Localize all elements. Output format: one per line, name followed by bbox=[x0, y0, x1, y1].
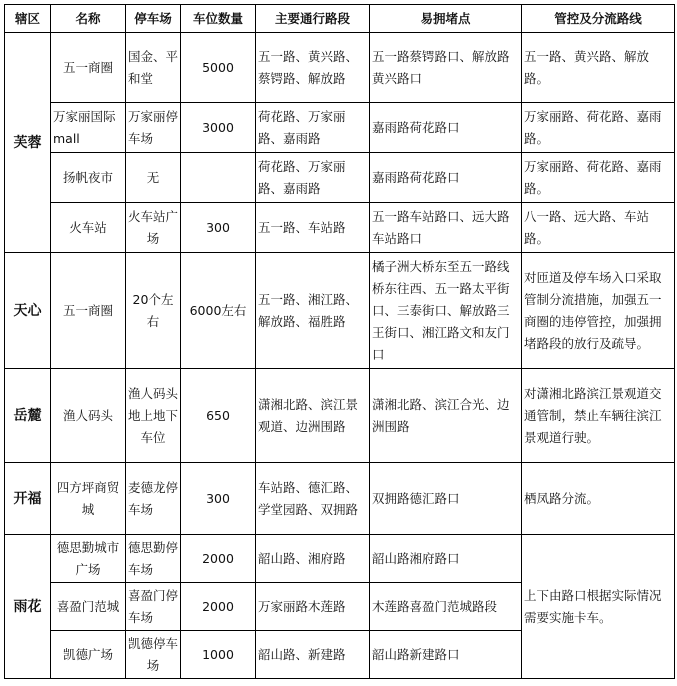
table-row bbox=[5, 103, 675, 153]
header-spaces: 车位数量 bbox=[181, 5, 256, 33]
spaces-cell: 650 bbox=[181, 369, 256, 463]
name-cell: 五一商圈 bbox=[51, 33, 126, 103]
spaces-cell: 300 bbox=[181, 463, 256, 535]
traffic-table bbox=[4, 4, 675, 679]
parking-cell: 喜盈门停车场 bbox=[126, 583, 181, 631]
routes-cell: 万家丽路木莲路 bbox=[256, 583, 370, 631]
routes-cell: 潇湘北路、滨江景观道、边洲围路 bbox=[256, 369, 370, 463]
points-cell: 韶山路新建路口 bbox=[370, 631, 522, 679]
spaces-cell: 6000左右 bbox=[181, 253, 256, 369]
routes-cell: 荷花路、万家丽路、嘉雨路 bbox=[256, 103, 370, 153]
name-cell: 扬帆夜市 bbox=[51, 153, 126, 203]
table-row bbox=[5, 33, 675, 103]
spaces-cell: 1000 bbox=[181, 631, 256, 679]
table-row bbox=[5, 203, 675, 253]
points-cell: 五一路车站路口、远大路车站路口 bbox=[370, 203, 522, 253]
header-district: 辖区 bbox=[5, 5, 51, 33]
control-cell: 对潇湘北路滨江景观道交通管制，禁止车辆往滨江景观道行驶。 bbox=[522, 369, 675, 463]
routes-cell: 韶山路、湘府路 bbox=[256, 535, 370, 583]
parking-cell: 渔人码头地上地下车位 bbox=[126, 369, 181, 463]
spaces-cell bbox=[181, 153, 256, 203]
points-cell: 双拥路德汇路口 bbox=[370, 463, 522, 535]
routes-cell: 韶山路、新建路 bbox=[256, 631, 370, 679]
spaces-cell: 3000 bbox=[181, 103, 256, 153]
parking-cell: 国金、平和堂 bbox=[126, 33, 181, 103]
parking-cell: 火车站广场 bbox=[126, 203, 181, 253]
parking-cell: 万家丽停车场 bbox=[126, 103, 181, 153]
control-cell: 万家丽路、荷花路、嘉雨路。 bbox=[522, 103, 675, 153]
header-name: 名称 bbox=[51, 5, 126, 33]
routes-cell: 五一路、车站路 bbox=[256, 203, 370, 253]
table-row bbox=[5, 253, 675, 369]
name-cell: 四方坪商贸城 bbox=[51, 463, 126, 535]
spaces-cell: 300 bbox=[181, 203, 256, 253]
header-points: 易拥堵点 bbox=[370, 5, 522, 33]
district-cell: 芙蓉 bbox=[5, 33, 51, 253]
name-cell: 德思勤城市广场 bbox=[51, 535, 126, 583]
parking-cell: 20个左右 bbox=[126, 253, 181, 369]
name-cell: 喜盈门范城 bbox=[51, 583, 126, 631]
spaces-cell: 5000 bbox=[181, 33, 256, 103]
points-cell: 潇湘北路、滨江合光、边洲围路 bbox=[370, 369, 522, 463]
table-row bbox=[5, 463, 675, 535]
header-control: 管控及分流路线 bbox=[522, 5, 675, 33]
points-cell: 五一路蔡锷路口、解放路黄兴路口 bbox=[370, 33, 522, 103]
control-cell: 对匝道及停车场入口采取管制分流措施，加强五一商圈的违停管控，加强拥堵路段的放行及疏导。 bbox=[522, 253, 675, 369]
header-parking: 停车场 bbox=[126, 5, 181, 33]
table-row bbox=[5, 369, 675, 463]
points-cell: 韶山路湘府路口 bbox=[370, 535, 522, 583]
header-row bbox=[5, 5, 675, 33]
parking-cell: 德思勤停车场 bbox=[126, 535, 181, 583]
name-cell: 凯德广场 bbox=[51, 631, 126, 679]
control-cell: 栖凤路分流。 bbox=[522, 463, 675, 535]
table-row bbox=[5, 535, 675, 583]
routes-cell: 车站路、德汇路、学堂园路、双拥路 bbox=[256, 463, 370, 535]
parking-cell: 凯德停车场 bbox=[126, 631, 181, 679]
parking-cell: 麦德龙停车场 bbox=[126, 463, 181, 535]
control-cell: 八一路、远大路、车站路。 bbox=[522, 203, 675, 253]
district-cell: 天心 bbox=[5, 253, 51, 369]
table-row bbox=[5, 153, 675, 203]
points-cell: 嘉雨路荷花路口 bbox=[370, 103, 522, 153]
spaces-cell: 2000 bbox=[181, 535, 256, 583]
name-cell: 五一商圈 bbox=[51, 253, 126, 369]
name-cell: 火车站 bbox=[51, 203, 126, 253]
routes-cell: 荷花路、万家丽路、嘉雨路 bbox=[256, 153, 370, 203]
points-cell: 木莲路喜盈门范城路段 bbox=[370, 583, 522, 631]
parking-cell: 无 bbox=[126, 153, 181, 203]
routes-cell: 五一路、黄兴路、蔡锷路、解放路 bbox=[256, 33, 370, 103]
control-cell-shared: 上下由路口根据实际情况需要实施卡车。 bbox=[522, 535, 675, 679]
spaces-cell: 2000 bbox=[181, 583, 256, 631]
name-cell: 渔人码头 bbox=[51, 369, 126, 463]
control-cell: 五一路、黄兴路、解放路。 bbox=[522, 33, 675, 103]
control-cell: 万家丽路、荷花路、嘉雨路。 bbox=[522, 153, 675, 203]
name-cell: 万家丽国际mall bbox=[51, 103, 126, 153]
district-cell: 岳麓 bbox=[5, 369, 51, 463]
points-cell: 橘子洲大桥东至五一路线桥东往西、五一路太平街口、三泰街口、解放路三王街口、湘江路文和友门口 bbox=[370, 253, 522, 369]
district-cell: 开福 bbox=[5, 463, 51, 535]
district-cell: 雨花 bbox=[5, 535, 51, 679]
header-routes: 主要通行路段 bbox=[256, 5, 370, 33]
routes-cell: 五一路、湘江路、解放路、福胜路 bbox=[256, 253, 370, 369]
points-cell: 嘉雨路荷花路口 bbox=[370, 153, 522, 203]
